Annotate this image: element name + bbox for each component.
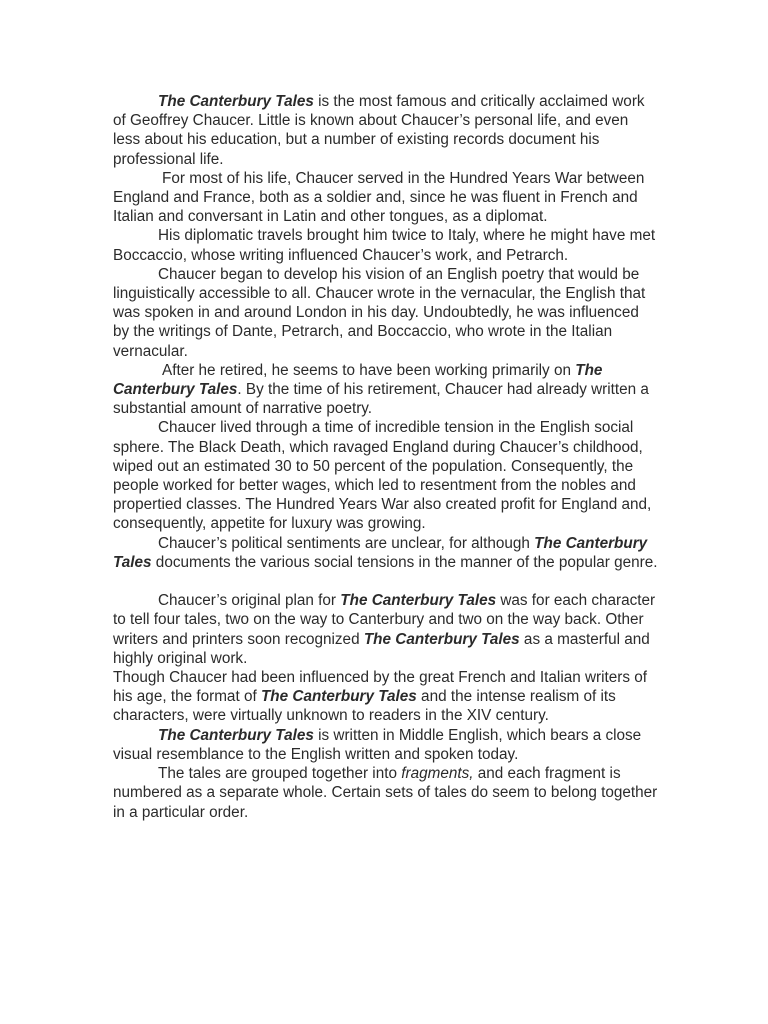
paragraph bbox=[113, 169, 658, 227]
text-run: documents the various social tensions in the manner of the popular genre. bbox=[151, 553, 658, 571]
paragraph bbox=[113, 265, 658, 361]
text-run: Chaucer began to develop his vision of an English poetry that would be linguistically accessible to all. Chaucer wrote in the vernacular, the English that was spoken in and around London in his day. Undoubtedly, he was influenced by the writings of Dante, Petrarch, and Boccaccio, who wrote in the Italian vernacular. bbox=[113, 265, 646, 360]
text-run: Chaucer’s political sentiments are unclear, for although bbox=[158, 534, 535, 552]
text-run: . By the time of his retirement, Chaucer had already written a substantial amount of narrative poetry. bbox=[113, 381, 649, 418]
paragraph bbox=[113, 226, 658, 264]
body-text bbox=[113, 92, 658, 822]
text-run: After he retired, he seems to have been working primarily on bbox=[162, 361, 576, 379]
paragraph bbox=[113, 92, 658, 169]
text-run: is written in Middle English, which bears a close visual resemblance to the English written and spoken today. bbox=[113, 726, 642, 763]
text-run: was for each character to tell four tales, two on the way to Canterbury and two on the way back. Other writers and printers soon recognized bbox=[113, 592, 656, 648]
book-title: The Canterbury Tales bbox=[260, 688, 417, 706]
paragraph bbox=[113, 726, 658, 764]
book-title: The Canterbury Tales bbox=[158, 726, 314, 744]
book-title: The Canterbury Tales bbox=[158, 93, 314, 110]
paragraph bbox=[113, 418, 658, 533]
text-run: and the intense realism of its characters, were virtually unknown to readers in the XIV century. bbox=[113, 688, 616, 725]
text-run: Chaucer’s original plan for bbox=[158, 592, 341, 610]
text-run: and each fragment is numbered as a separate whole. Certain sets of tales do seem to belong together in a particular order. bbox=[113, 765, 658, 821]
paragraph bbox=[113, 361, 658, 419]
book-title: The Canterbury Tales bbox=[113, 534, 648, 571]
book-title: The Canterbury Tales bbox=[113, 361, 603, 399]
text-run: Though Chaucer had been influenced by the great French and Italian writers of his age, the format of bbox=[113, 669, 648, 706]
paragraph bbox=[113, 591, 658, 668]
italic-term: fragments, bbox=[401, 765, 474, 783]
book-title: The Canterbury Tales bbox=[340, 592, 497, 610]
text-run: For most of his life, Chaucer served in the Hundred Years War between England and France, both as a soldier and, since he was fluent in French and Italian and conversant in Latin and other tongues, as a diplomat. bbox=[113, 169, 645, 226]
text-run: His diplomatic travels brought him twice to Italy, where he might have met Boccaccio, whose writing influenced Chaucer’s work, and Petrarch. bbox=[113, 227, 656, 264]
text-run: is the most famous and critically acclaimed work of Geoffrey Chaucer. Little is known about Chaucer’s personal life, and even less about his education, but a number of existing records document his professional life. bbox=[113, 93, 645, 168]
paragraph bbox=[113, 534, 658, 572]
paragraph bbox=[113, 668, 658, 726]
text-run: Chaucer lived through a time of incredible tension in the English social sphere. The Black Death, which ravaged England during Chaucer’s childhood, wiped out an estimated 30 to 50 percent of the population. Consequently, the people worked for better wages, which led to resentment from the nobles and propertied classes. The Hundred Years War also created profit for England and, consequently, appetite for luxury was growing. bbox=[113, 419, 652, 533]
book-title: The Canterbury Tales bbox=[363, 630, 520, 648]
text-run: The tales are grouped together into bbox=[158, 765, 402, 783]
text-run: as a masterful and highly original work. bbox=[113, 630, 650, 667]
blank-line bbox=[113, 572, 658, 591]
paragraph bbox=[113, 764, 658, 822]
